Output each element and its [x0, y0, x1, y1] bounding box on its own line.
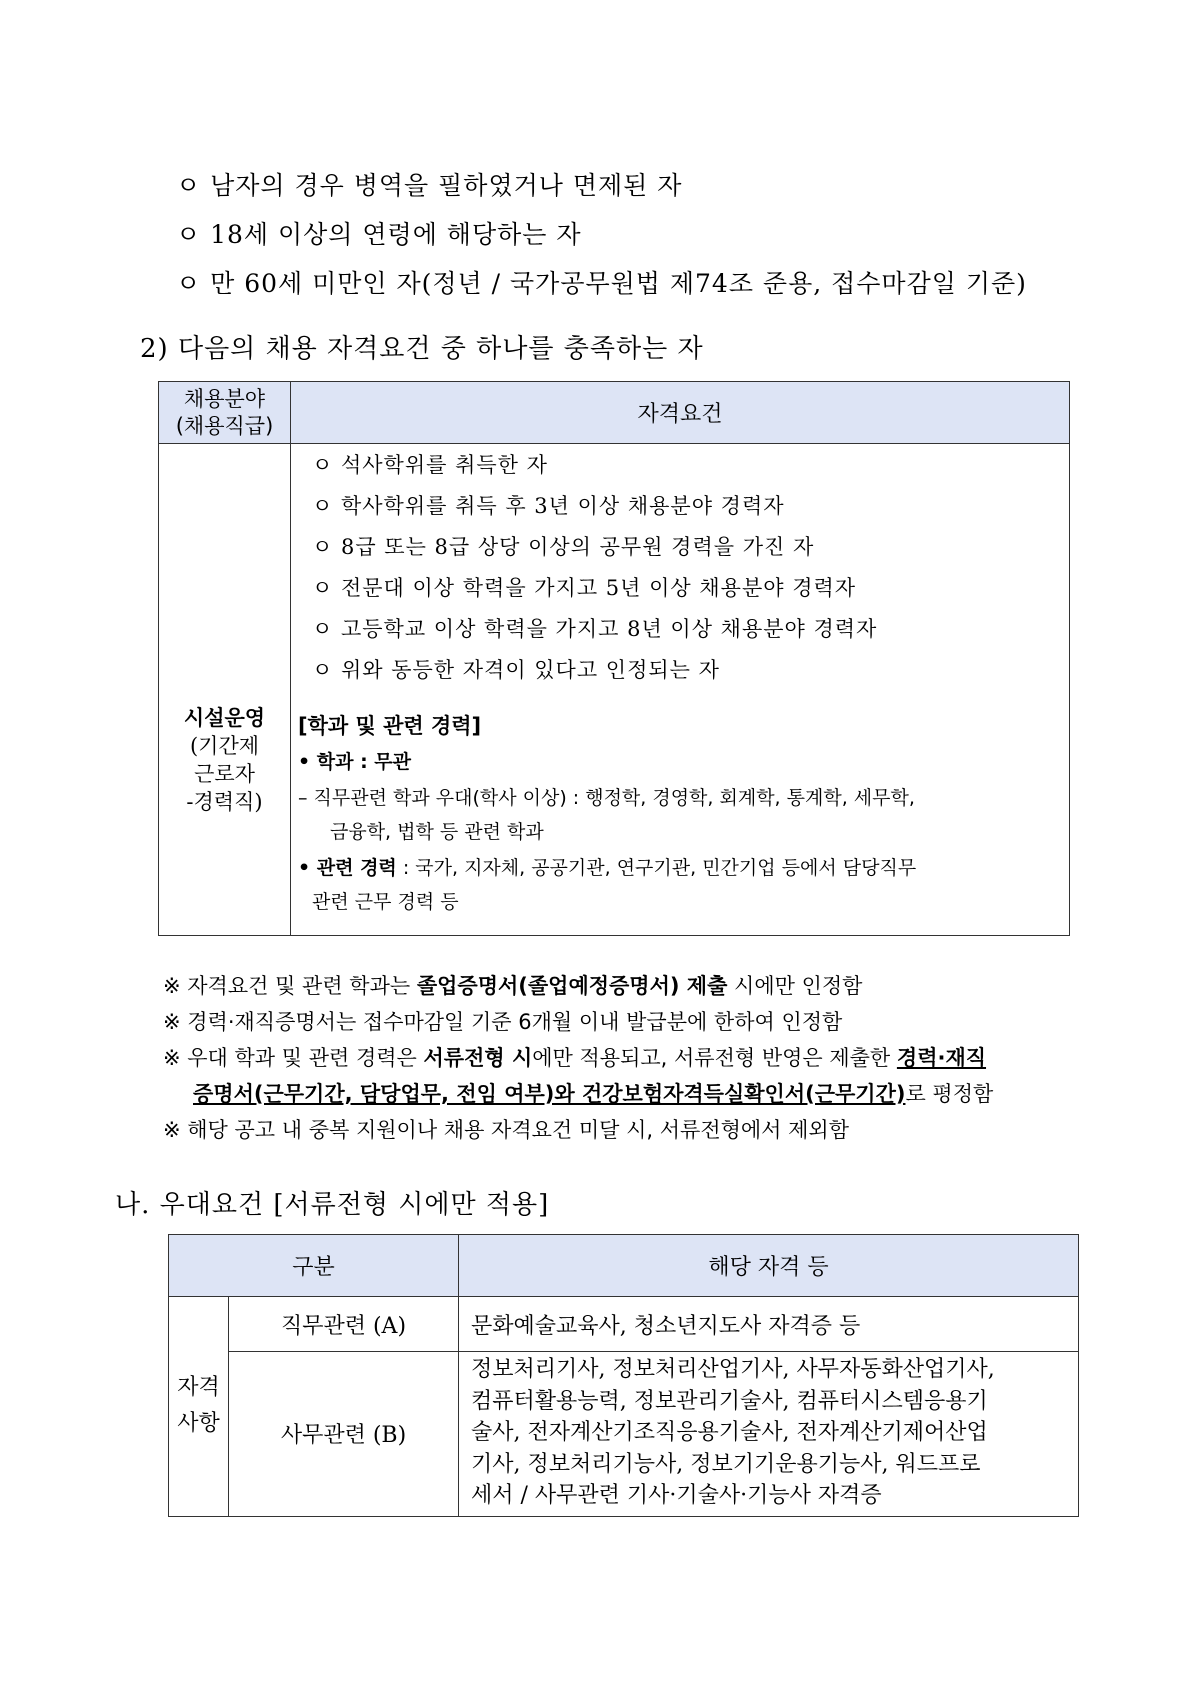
note-text: 로 평정함	[905, 1082, 994, 1106]
note-bold-underline: 경력·재직	[896, 1046, 987, 1070]
dept-preference-line2: 금융학, 법학 등 관련 학과	[330, 821, 544, 843]
header-requirements: 자격요건	[291, 382, 1070, 444]
header-category: 구분	[169, 1235, 459, 1297]
field-name: 시설운영	[183, 705, 266, 730]
row-b-line: 술사, 전자계산기조직응용기술사, 전자계산기제어산업	[471, 1420, 988, 1445]
note-bold: 졸업증명서(졸업예정증명서) 제출	[416, 974, 728, 998]
field-cell	[159, 444, 291, 936]
eligibility-bullet-retirement: ㅇ 만 60세 미만인 자(정년 / 국가공무원법 제74조 준용, 접수마감일 기준)	[176, 269, 1027, 298]
requirement-item: ㅇ 8급 또는 8급 상당 이상의 공무원 경력을 가진 자	[312, 535, 815, 559]
row-b-label: 사무관련 (B)	[229, 1352, 459, 1517]
career-text: : 국가, 지자체, 공공기관, 연구기관, 민간기업 등에서 담당직무	[396, 857, 917, 879]
field-sub-2: 근로자	[194, 761, 255, 786]
group-label-line2: 사항	[177, 1411, 220, 1437]
requirements-table	[158, 381, 1070, 936]
row-b-line: 기사, 정보처리기능사, 정보기기운용기능사, 워드프로	[471, 1451, 981, 1477]
note-preference	[163, 1042, 986, 1072]
header-qualification: 해당 자격 등	[459, 1235, 1079, 1297]
row-b-line: 정보처리기사, 정보처리산업기사, 사무자동화산업기사,	[471, 1357, 995, 1382]
career-label: • 관련 경력	[298, 857, 397, 879]
requirement-item: ㅇ 고등학교 이상 학력을 가지고 8년 이상 채용분야 경력자	[312, 617, 878, 641]
header-field-line1: 채용분야	[183, 386, 266, 411]
section-na-heading: 나. 우대요건 [서류전형 시에만 적용]	[115, 1190, 550, 1220]
field-sub-1: (기간제	[189, 733, 260, 758]
note-bold-underline: 증명서(근무기간, 담당업무, 전임 여부)와 건강보험자격득실확인서(근무기간)	[193, 1082, 906, 1106]
note-bold: 서류전형 시	[423, 1046, 533, 1070]
note-preference-cont	[193, 1078, 993, 1108]
header-field-line2: (채용직급)	[175, 413, 274, 438]
dept-career-title: [학과 및 관련 경력]	[298, 714, 482, 738]
row-b-line: 세서 / 사무관련 기사·기술사·기능사 자격증	[471, 1483, 882, 1508]
field-sub-3: -경력직)	[186, 789, 263, 814]
section-2-heading: 2) 다음의 채용 자격요건 중 하나를 충족하는 자	[140, 334, 704, 364]
row-b-line: 컴퓨터활용능력, 정보관리기술사, 컴퓨터시스템응용기	[471, 1388, 988, 1414]
row-a-label: 직무관련 (A)	[229, 1297, 459, 1352]
requirement-item: ㅇ 위와 동등한 자격이 있다고 인정되는 자	[312, 658, 720, 682]
requirement-item: ㅇ 전문대 이상 학력을 가지고 5년 이상 채용분야 경력자	[312, 576, 857, 600]
note-certificate: ※ 경력·재직증명서는 접수마감일 기준 6개월 이내 발급분에 한하여 인정함	[163, 1010, 843, 1034]
note-text: 시에만 인정함	[727, 974, 863, 998]
note-text: 에만 적용되고, 서류전형 반영은 제출한	[532, 1046, 897, 1070]
note-text: ※ 우대 학과 및 관련 경력은	[163, 1046, 424, 1070]
dept-line: • 학과 : 무관	[298, 751, 412, 773]
requirements-cell	[291, 444, 1070, 936]
row-b-value	[459, 1352, 1079, 1517]
note-graduation	[163, 970, 862, 1000]
group-label-line1: 자격	[177, 1375, 220, 1401]
requirement-item: ㅇ 학사학위를 취득 후 3년 이상 채용분야 경력자	[312, 494, 785, 518]
note-exclusion: ※ 해당 공고 내 중복 지원이나 채용 자격요건 미달 시, 서류전형에서 제외함	[163, 1118, 849, 1142]
header-field	[159, 382, 291, 444]
group-label-cell	[169, 1297, 229, 1517]
requirement-item: ㅇ 석사학위를 취득한 자	[312, 453, 548, 477]
dept-preference-line1: – 직무관련 학과 우대(학사 이상) : 행정학, 경영학, 회계학, 통계학, 세무학,	[298, 787, 915, 809]
eligibility-bullet-military: ㅇ 남자의 경우 병역을 필하였거나 면제된 자	[176, 171, 683, 200]
note-text: ※ 자격요건 및 관련 학과는	[163, 974, 417, 998]
eligibility-bullet-age: ㅇ 18세 이상의 연령에 해당하는 자	[176, 220, 582, 249]
career-line2: 관련 근무 경력 등	[312, 891, 459, 913]
career-line1	[298, 851, 1065, 885]
preference-table	[168, 1234, 1079, 1517]
row-a-value: 문화예술교육사, 청소년지도사 자격증 등	[459, 1297, 1079, 1352]
